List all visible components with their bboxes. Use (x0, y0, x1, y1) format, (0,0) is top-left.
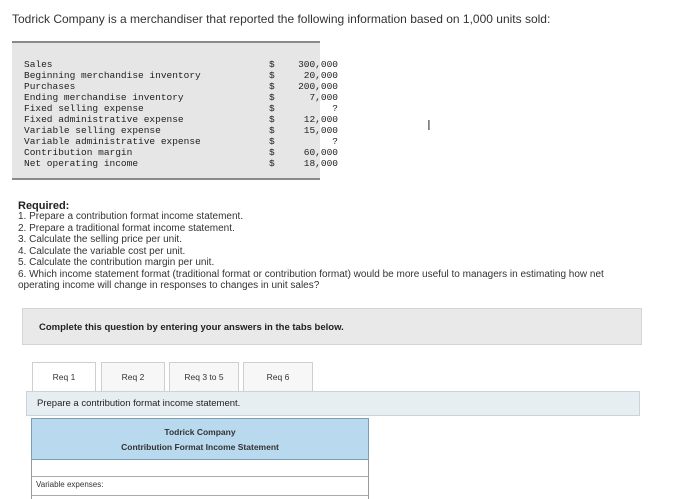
data-row-contribution-margin (24, 147, 338, 158)
data-label: Ending merchandise inventory (24, 92, 184, 103)
required-item: operating income will change in responses to changes in unit sales? (18, 280, 320, 291)
data-amount: 7,000 (309, 92, 338, 103)
currency-symbol: $ (269, 147, 275, 158)
statement-row-label: Variable expenses: (36, 480, 104, 489)
statement-row[interactable] (32, 476, 368, 496)
data-label: Contribution margin (24, 147, 133, 158)
data-label: Net operating income (24, 158, 139, 169)
instructions-text: Complete this question by entering your answers in the tabs below. (39, 322, 344, 333)
income-statement-body (31, 459, 369, 499)
required-item: 2. Prepare a traditional format income statement. (18, 222, 235, 234)
instructions-banner (22, 308, 642, 345)
data-amount: 12,000 (303, 114, 338, 125)
data-row-beginning-inventory (24, 70, 338, 81)
data-amount: 60,000 (303, 147, 338, 158)
data-amount: 18,000 (303, 158, 338, 169)
data-label: Variable selling expense (24, 125, 161, 136)
data-amount: 200,000 (298, 81, 338, 92)
data-amount: 300,000 (298, 59, 338, 70)
tab-req-3-to-5[interactable]: Req 3 to 5 (169, 362, 239, 392)
given-data-table (12, 41, 338, 180)
tab-prompt (26, 391, 640, 416)
data-amount: ? (332, 103, 338, 114)
income-statement-header (31, 418, 369, 460)
currency-symbol: $ (269, 92, 275, 103)
tab-prompt-text: Prepare a contribution format income statement. (37, 398, 241, 409)
data-amount: 15,000 (303, 125, 338, 136)
currency-symbol: $ (269, 70, 275, 81)
data-row-variable-admin (24, 136, 338, 147)
tab-req-6[interactable]: Req 6 (243, 362, 313, 392)
data-amount: 20,000 (303, 70, 338, 81)
required-item: 3. Calculate the selling price per unit. (18, 234, 182, 245)
required-heading: Required: (18, 200, 70, 212)
required-item: 4. Calculate the variable cost per unit. (18, 245, 186, 257)
currency-symbol: $ (269, 158, 275, 169)
data-label: Sales (24, 59, 53, 70)
currency-symbol: $ (269, 59, 275, 70)
data-row-fixed-admin (24, 114, 338, 125)
currency-symbol: $ (269, 136, 275, 147)
data-row-fixed-selling (24, 103, 338, 114)
data-row-purchases (24, 81, 338, 92)
required-list (18, 211, 698, 292)
data-row-sales (24, 59, 338, 70)
data-row-net-operating-income (24, 158, 338, 169)
question-intro: Todrick Company is a merchandiser that reported the following information based on 1,000 units sold: (12, 12, 551, 26)
required-item: 1. Prepare a contribution format income statement. (18, 211, 244, 222)
tab-req-1[interactable]: Req 1 (32, 362, 96, 392)
data-label: Fixed selling expense (24, 103, 144, 114)
data-amount: ? (332, 136, 338, 147)
requirement-tabs (32, 362, 334, 391)
currency-symbol: $ (269, 125, 275, 136)
data-label: Beginning merchandise inventory (24, 70, 201, 81)
data-row-ending-inventory (24, 92, 338, 103)
statement-title: Contribution Format Income Statement (121, 442, 279, 452)
data-label: Purchases (24, 81, 76, 92)
required-item: 6. Which income statement format (traditional format or contribution format) would be more useful to managers in estimating how net (18, 268, 604, 280)
data-label: Variable administrative expense (24, 136, 201, 147)
currency-symbol: $ (269, 81, 275, 92)
data-label: Fixed administrative expense (24, 114, 184, 125)
tab-req-2[interactable]: Req 2 (101, 362, 165, 392)
currency-symbol: $ (269, 103, 275, 114)
required-item: 5. Calculate the contribution margin per unit. (18, 257, 215, 268)
text-cursor-icon: I (427, 119, 431, 134)
company-name: Todrick Company (164, 427, 236, 437)
data-row-variable-selling (24, 125, 338, 136)
currency-symbol: $ (269, 114, 275, 125)
